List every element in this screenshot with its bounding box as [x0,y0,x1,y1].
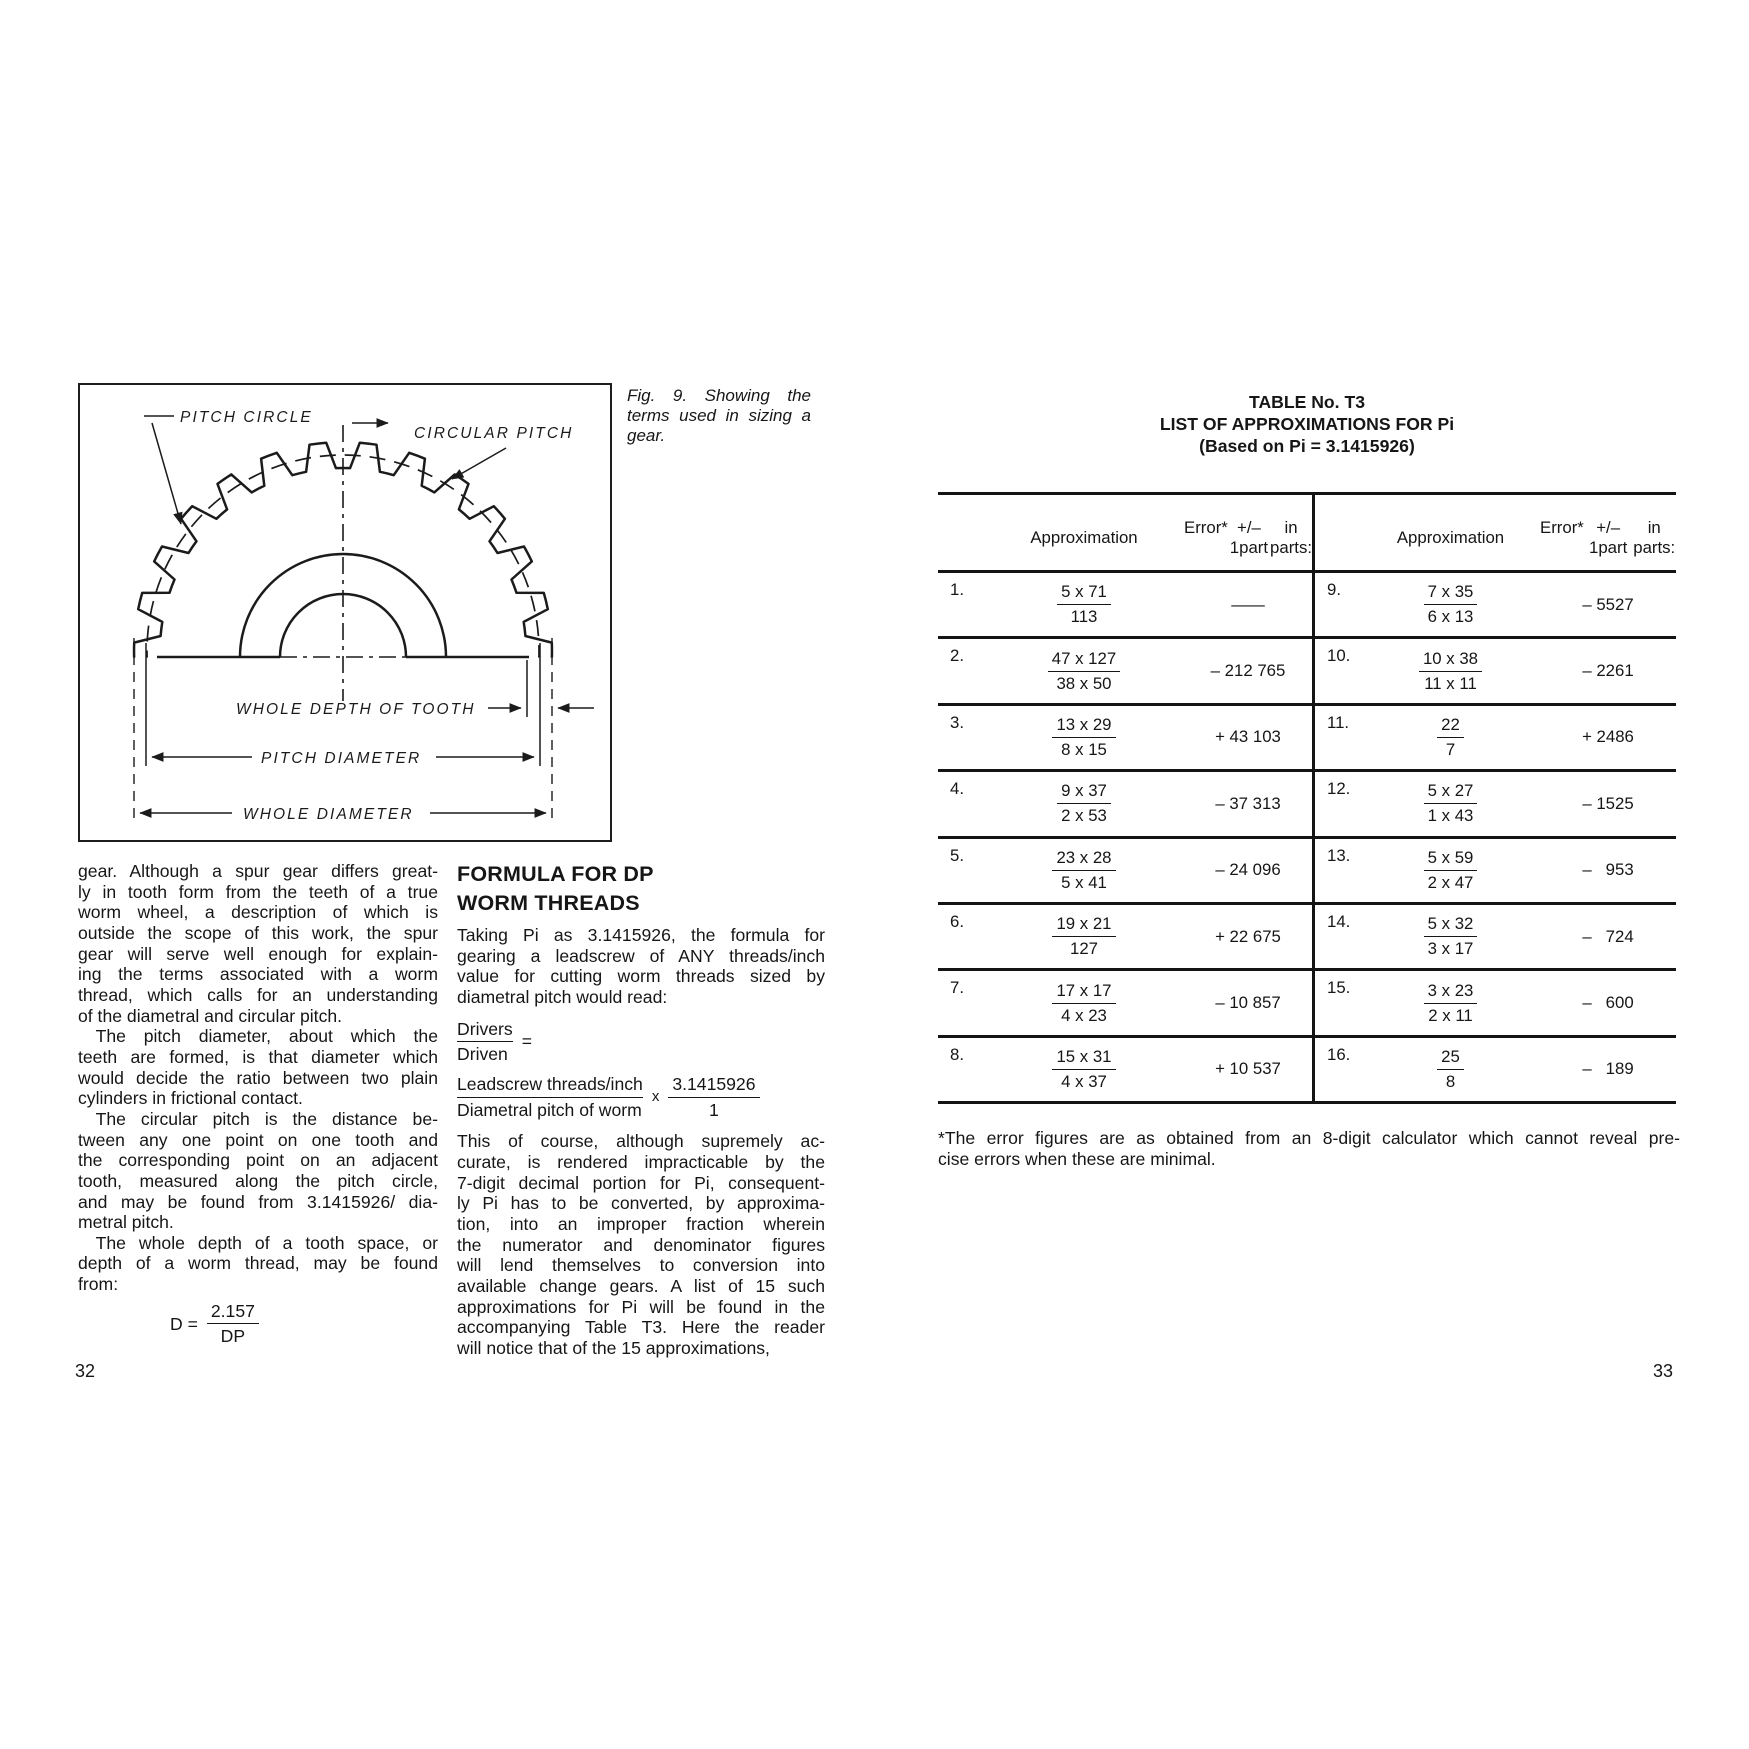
times-sign: x [651,1087,660,1105]
text-line: Taking Pi as 3.1415926, the formula for [457,925,825,945]
table-row [938,573,1676,639]
table-row-right [1312,1038,1676,1101]
table-row [938,905,1676,971]
row-index: 4. [950,779,964,799]
text-line: Error* [1540,518,1584,537]
formula-lhs: D = [170,1313,198,1334]
fraction-numerator: 47 x 127 [1048,649,1120,672]
approximation-fraction [1052,848,1115,893]
text-line: gear. Although a spur gear differs great- [78,861,438,881]
fraction-denominator: 3 x 17 [1427,939,1474,959]
fraction-cell [984,582,1184,627]
header-approximation: Approximation [1030,527,1138,547]
fraction-cell [984,1047,1184,1092]
fraction-denominator: 38 x 50 [1056,673,1112,693]
error-value: – 10 857 [1215,993,1281,1013]
fraction-numerator: 3 x 23 [1424,981,1478,1004]
fraction-numerator: 19 x 21 [1052,914,1115,937]
text-line: diametral pitch would read: [457,986,668,1007]
text-line: WORM THREADS [457,890,640,915]
header-error [1184,508,1312,557]
approximation-fraction [1052,981,1115,1026]
fraction-denominator: 4 x 23 [1061,1005,1107,1025]
row-index: 3. [950,712,964,732]
fraction-denominator: 4 x 37 [1061,1071,1107,1091]
whole-diameter-label: WHOLE DIAMETER [243,806,414,823]
approximation-fraction [1419,649,1482,694]
text-line: FORMULA FOR DP [457,862,654,886]
table-row-right [1312,839,1676,902]
figure-9-box [78,383,612,842]
table-footnote [938,1128,1680,1170]
row-index: 13. [1327,845,1351,865]
text-line: in parts: [1633,518,1676,557]
whole-depth-label: WHOLE DEPTH OF TOOTH [236,701,476,718]
fraction-numerator: 5 x 27 [1424,781,1478,804]
table-row-left [938,839,1312,902]
error-value: + 22 675 [1215,926,1281,946]
fraction-cell [1361,715,1540,760]
approximation-fraction [1057,781,1111,826]
fraction-numerator: 9 x 37 [1057,781,1111,804]
row-index: 16. [1327,1044,1351,1064]
equals-sign: = [521,1031,532,1052]
row-index: 7. [950,978,964,998]
pitch-diameter-label: PITCH DIAMETER [261,750,422,767]
error-value: – 724 [1582,926,1634,946]
table-row [938,971,1676,1037]
text-line: metral pitch. [78,1212,174,1233]
text-line: outside the scope of this work, the spur [78,922,438,943]
error-value: – 2261 [1582,661,1634,681]
text-line: tion, into an improper fraction wherein [457,1213,825,1234]
paragraph [78,861,438,1026]
text-line: approximations for Pi will be found in the [457,1296,825,1317]
error-value: – 24 096 [1215,860,1281,880]
gear-figure [80,385,610,840]
approximation-fraction [1424,582,1478,627]
text-line: available change gears. A list of 15 such [457,1275,825,1296]
paragraph [78,1233,438,1295]
fraction-cell [984,914,1184,959]
row-index: 5. [950,845,964,865]
text-line: TABLE No. T3 [1249,392,1365,412]
text-line: Error* [1184,518,1228,537]
fraction-cell [1361,649,1540,694]
row-index: 9. [1327,580,1341,599]
fraction-cell [984,781,1184,826]
gearing-formula [457,1074,825,1120]
fraction-numerator: 22 [1437,715,1464,738]
text-line: from: [78,1274,119,1295]
fraction-numerator: 5 x 59 [1424,848,1478,871]
text-line: *The error figures are as obtained from an 8-digit calculator which cannot reveal pre- [938,1128,1680,1148]
table-row-left [938,772,1312,835]
table-row [938,639,1676,705]
approximation-fraction [1437,715,1464,760]
approximation-fraction [1057,582,1111,627]
fraction-numerator: 23 x 28 [1052,848,1115,871]
text-line: 7-digit decimal portion for Pi, consequent- [457,1172,825,1193]
table-row [938,839,1676,905]
row-index: 2. [950,646,964,666]
row-index: 12. [1327,779,1351,799]
error-value: – 37 313 [1215,793,1281,813]
fraction-cell [1361,1047,1540,1092]
approximation-fraction [1424,981,1478,1026]
text-line: gear. [627,425,666,445]
fraction-denominator: 8 x 15 [1061,739,1107,759]
row-index: 11. [1327,712,1350,732]
table-row-right [1312,639,1676,702]
fraction-cell [1361,981,1540,1026]
fraction-cell [984,848,1184,893]
table-row [938,772,1676,838]
fraction-cell [984,715,1184,760]
approximation-fraction [1424,848,1478,893]
circular-pitch-arrow-right [452,448,506,479]
paragraph [78,1109,438,1233]
approximation-table [938,492,1676,1104]
fraction-denominator: 7 [1445,739,1456,759]
row-index: 14. [1327,911,1351,931]
text-line: and may be found from 3.1415926/ dia- [78,1191,438,1212]
approximation-fraction [1052,914,1115,959]
text-line: tween any one point on one tooth and [78,1129,438,1150]
header-approximation: Approximation [1396,527,1505,547]
column-middle [457,860,825,1358]
error-value: – 212 765 [1210,661,1286,681]
error-value: – 189 [1582,1059,1634,1079]
fraction-numerator: 25 [1437,1047,1464,1070]
table-row-left [938,639,1312,702]
fraction-numerator: 15 x 31 [1052,1047,1115,1070]
text-line: ly Pi has to be converted, by approxima- [457,1193,825,1214]
fraction-denominator: 6 x 13 [1427,607,1474,627]
error-value: + 43 103 [1215,727,1281,747]
error-value: – 1525 [1582,793,1634,813]
text-line: cylinders in frictional contact. [78,1088,303,1109]
table-row-left [938,573,1312,636]
text-line: (Based on Pi = 3.1415926) [1199,436,1415,456]
table-row-left [938,1038,1312,1101]
row-index: 8. [950,1044,964,1064]
formula-whole-depth [170,1301,438,1347]
column-left [78,861,438,1347]
text-line: cise errors when these are minimal. [938,1149,1216,1169]
paragraph [457,1131,825,1358]
fraction-denominator: 113 [1070,607,1098,627]
error-value: – 5527 [1582,594,1634,614]
error-value: – 600 [1582,993,1634,1013]
fraction-numerator: 13 x 29 [1052,715,1115,738]
drivers-frac: $\frac{\text{Drivers}}{\text{Driven}}$ [457,1018,513,1065]
circular-pitch-label: CIRCULAR PITCH [414,425,574,442]
fraction-denominator: 127 [1070,939,1098,959]
paragraph [457,925,825,1008]
error-value: + 2486 [1582,727,1634,747]
text-line: curate, is rendered impracticable by the [457,1151,825,1172]
text-line: The circular pitch is the distance be- [78,1108,438,1129]
table-row [938,706,1676,772]
text-line: teeth are formed, is that diameter which [78,1046,438,1067]
text-line: LIST OF APPROXIMATIONS FOR Pi [1159,414,1455,434]
leadscrew-frac: $\frac{\text{Leadscrew threads/inch}}{\text{Diametral pitch of worm}}$ [457,1073,643,1120]
text-line: The whole depth of a tooth space, or [78,1232,438,1253]
page-number-right: 33 [1653,1361,1674,1381]
fraction-numerator: 5 x 32 [1424,914,1478,937]
error-value: —— [1231,594,1265,614]
text-line: ly in tooth form from the teeth of a true [78,881,438,902]
text-line: ing the terms associated with a worm [78,964,438,985]
section-heading [457,860,825,917]
fraction-cell [984,981,1184,1026]
row-index: 15. [1327,978,1351,998]
table-row-left [938,971,1312,1034]
fraction-numerator: 5 x 71 [1057,582,1111,605]
fraction-denominator: 2 x 11 [1428,1005,1473,1025]
error-value: – 953 [1582,860,1634,880]
text-line: +/– 1part [1229,518,1269,557]
table-header-left [938,495,1312,570]
page-number-left: 32 [75,1361,96,1381]
fraction-numerator: 7 x 35 [1424,582,1478,605]
approximation-fraction [1048,649,1120,694]
figure-caption [627,386,811,445]
table-row-right [1312,706,1676,769]
fraction-denominator: 2 x 47 [1427,872,1474,892]
paragraph [78,1026,438,1109]
pitch-circle-leader [152,423,181,524]
drivers-fraction [457,1019,825,1065]
text-line: tooth, measured along the pitch circle, [78,1170,438,1191]
table-row-right [1312,772,1676,835]
table-title [938,391,1676,457]
table-row-left [938,706,1312,769]
approx-table-body [938,573,1676,1104]
text-line: gear will serve well enough for explain- [78,943,438,964]
text-line: value for cutting worm threads sized by [457,966,825,987]
text-line: the corresponding point on an adjacent [78,1150,438,1171]
row-index: 1. [950,580,964,599]
fraction-numerator: 17 x 17 [1052,981,1115,1004]
text-line: accompanying Table T3. Here the reader [457,1317,825,1338]
header-error [1540,508,1676,557]
table-header-right [1312,495,1676,570]
fraction-denominator: 8 [1445,1071,1456,1091]
text-line: of the diametral and circular pitch. [78,1005,343,1026]
pitch-circle-label: PITCH CIRCLE [180,409,313,426]
approximation-fraction [1424,781,1478,826]
pi-frac: $\frac{3.1415926}{1}$ [668,1074,759,1120]
text-line: gearing a leadscrew of ANY threads/inch [457,945,825,966]
fraction-denominator: 11 x 11 [1424,673,1477,693]
text-line: The pitch diameter, about which the [78,1026,438,1047]
formula-fraction: $\frac{2.157}{DP}$ [207,1301,259,1347]
fraction-denominator: 5 x 41 [1061,872,1107,892]
approximation-fraction [1424,914,1478,959]
table-row-right [1312,573,1676,636]
text-line: depth of a worm thread, may be found [78,1253,438,1274]
row-index: 6. [950,911,964,931]
text-line: This of course, although supremely ac- [457,1131,825,1152]
fraction-denominator: 2 x 53 [1061,806,1107,826]
fraction-cell [1361,582,1540,627]
text-line: will lend themselves to conversion into [457,1255,825,1276]
text-line: the numerator and denominator figures [457,1234,825,1255]
fraction-cell [1361,781,1540,826]
text-line: worm wheel, a description of which is [78,902,438,923]
text-line: will notice that of the 15 approximations, [457,1337,770,1358]
fraction-cell [1361,848,1540,893]
text-line: +/– 1part [1589,518,1628,557]
fraction-cell [984,649,1184,694]
row-index: 10. [1327,646,1351,666]
table-header-row [938,495,1676,573]
fraction-numerator: 10 x 38 [1419,649,1482,672]
approximation-fraction [1437,1047,1464,1092]
text-line: Fig. 9. Showing the [627,386,811,405]
approximation-fraction [1052,1047,1115,1092]
error-value: + 10 537 [1215,1059,1281,1079]
table-row-left [938,905,1312,968]
table-row [938,1038,1676,1104]
table-row-right [1312,905,1676,968]
text-line: thread, which calls for an understanding [78,984,438,1005]
fraction-denominator: 1 x 43 [1427,806,1474,826]
text-line: in parts: [1270,518,1313,557]
text-line: terms used in sizing a [627,405,811,425]
fraction-cell [1361,914,1540,959]
table-row-right [1312,971,1676,1034]
text-line: would decide the ratio between two plain [78,1067,438,1088]
approximation-fraction [1052,715,1115,760]
